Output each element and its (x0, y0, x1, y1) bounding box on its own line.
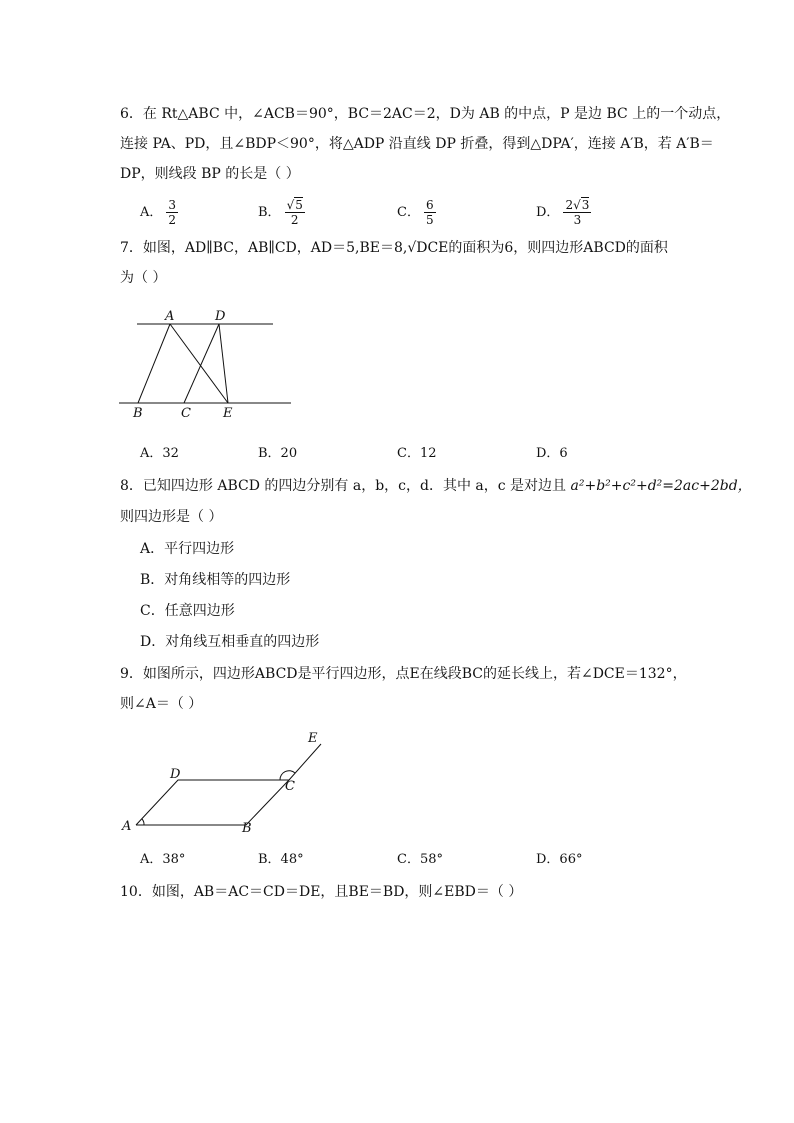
q9-option-b: B．48° (258, 852, 304, 867)
q7-segment-AB (138, 324, 170, 403)
q9-line2: 则∠A＝（ ） (120, 696, 203, 712)
q9-label-C: C (285, 779, 295, 794)
q9-angle-A-arc (142, 819, 144, 825)
q8-equation: a²+b²+c²+d²=2ac+2bd， (570, 478, 752, 494)
q9-figure (118, 728, 333, 840)
q9-extension-CE (289, 744, 321, 780)
q9-label-A: A (122, 819, 132, 834)
q7-segment-AE (170, 324, 228, 403)
q7-label-C: C (181, 406, 191, 421)
q7-option-d: D．6 (536, 446, 568, 461)
q7-line1: 7．如图，AD∥BC，AB∥CD，AD＝5,BE＝8,√DCE的面积为6，则四边形ABCD的面积 (120, 240, 668, 256)
q10-line1: 10．如图，AB＝AC＝CD＝DE，且BE＝BD，则∠EBD＝（ ） (120, 884, 523, 900)
q9-line1: 9．如图所示，四边形ABCD是平行四边形，点E在线段BC的延长线上，若∠DCE＝132°， (120, 666, 687, 682)
q9-option-d: D．66° (536, 852, 583, 867)
q7-option-a: A．32 (140, 446, 179, 461)
q6-option-d: D． $\frac{2√3}{3}$ (536, 198, 590, 227)
q7-figure (115, 300, 305, 425)
q6-line3: DP，则线段 BP 的长是（ ） (120, 166, 300, 182)
q6-option-c: C． $\frac{6}{5}$ (397, 198, 434, 227)
q7-option-c: C．12 (397, 446, 437, 461)
q6-line2: 连接 PA、PD，且∠BDP＜90°，将△ADP 沿直线 DP 折叠，得到△DPA′，连接 A′B，若 A′B＝ (120, 136, 714, 152)
q7-line2: 为（ ） (120, 270, 167, 286)
q8-option-c: C．任意四边形 (140, 603, 235, 619)
q6-line1: 6．在 Rt△ABC 中，∠ACB＝90°，BC＝2AC＝2，D为 AB 的中点，P 是边 BC 上的一个动点， (120, 106, 731, 122)
q7-segment-DE (219, 324, 228, 403)
q7-option-b: B．20 (258, 446, 298, 461)
q6-option-b: B． $\frac{√5}{2}$ (258, 198, 303, 227)
q8-option-b: B．对角线相等的四边形 (140, 572, 291, 588)
q9-label-D: D (170, 767, 181, 782)
q6-option-a: A． $\frac{3}{2}$ (140, 198, 177, 227)
q9-label-E: E (308, 731, 318, 746)
q7-label-E: E (223, 406, 233, 421)
q7-segment-DC (184, 324, 219, 403)
q7-label-B: B (133, 406, 143, 421)
q9-parallelogram (136, 780, 289, 825)
q8-line2: 则四边形是（ ） (120, 509, 223, 525)
q9-option-a: A．38° (140, 852, 186, 867)
q8-line1: 8．已知四边形 ABCD 的四边分别有 a，b，c，d．其中 a，c 是对边且 a²+b²+c²+d²=2ac+2bd， (120, 478, 752, 494)
q7-label-D: D (215, 309, 226, 324)
q8-option-d: D．对角线互相垂直的四边形 (140, 634, 320, 650)
q7-label-A: A (165, 309, 175, 324)
q8-option-a: A．平行四边形 (140, 541, 235, 557)
q9-option-c: C．58° (397, 852, 443, 867)
q9-label-B: B (242, 821, 252, 836)
